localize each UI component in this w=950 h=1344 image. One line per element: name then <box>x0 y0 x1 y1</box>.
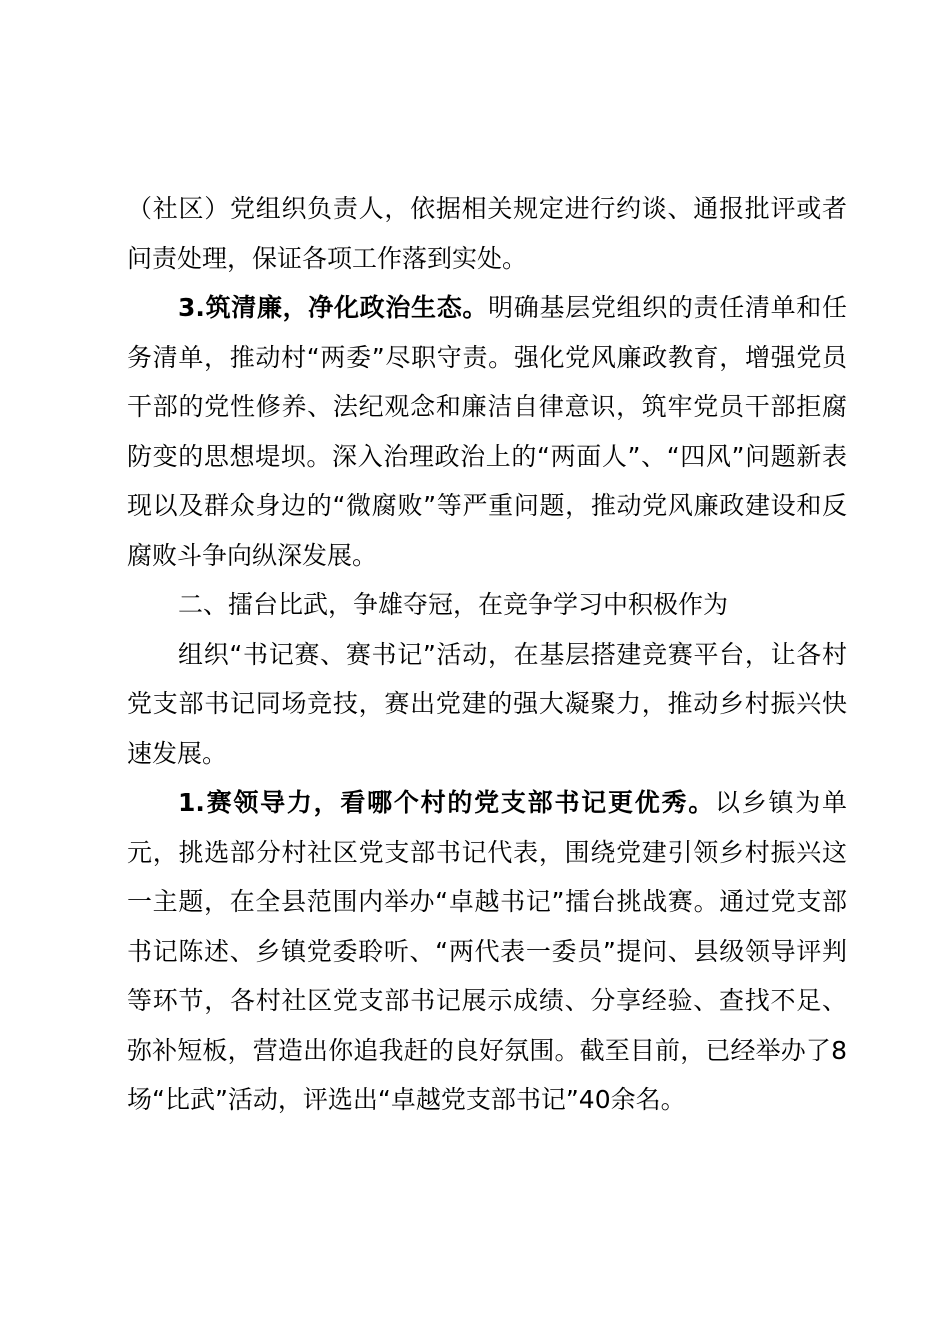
paragraph-text: 二、擂台比武，争雄夺冠，在竞争学习中积极作为 <box>178 590 729 619</box>
paragraph-intro <box>127 630 847 779</box>
section-heading-2 <box>127 580 847 630</box>
paragraph-section-3 <box>127 283 847 580</box>
paragraph-continuation <box>127 184 847 283</box>
paragraph-heading: 1.赛领导力，看哪个村的党支部书记更优秀。 <box>178 788 715 817</box>
paragraph-text: 以乡镇为单元，挑选部分村社区党支部书记代表，围绕党建引领乡村振兴这一主题，在全县范围内举办“卓越书记”擂台挑战赛。通过党支部书记陈述、乡镇党委聆听、“两代表一委员”提问、县级领导评判等环节，各村社区党支部书记展示成绩、分享经验、查找不足、弥补短板，营造出你追我赶的良好氛围。截至目前，已经举办了8场“比武”活动，评选出“卓越党支部书记”40余名。 <box>127 788 847 1114</box>
document-body <box>127 184 847 1125</box>
paragraph-text: （社区）党组织负责人，依据相关规定进行约谈、通报批评或者问责处理，保证各项工作落到实处。 <box>127 194 847 273</box>
paragraph-text: 明确基层党组织的责任清单和任务清单，推动村“两委”尽职守责。强化党风廉政教育，增强党员干部的党性修养、法纪观念和廉洁自律意识，筑牢党员干部拒腐防变的思想堤坝。深入治理政治上的“两面人”、“四风”问题新表现以及群众身边的“微腐败”等严重问题，推动党风廉政建设和反腐败斗争向纵深发展。 <box>127 293 847 570</box>
paragraph-section-1 <box>127 778 847 1125</box>
paragraph-text: 组织“书记赛、赛书记”活动，在基层搭建竞赛平台，让各村党支部书记同场竞技，赛出党建的强大凝聚力，推动乡村振兴快速发展。 <box>127 639 847 768</box>
paragraph-heading: 3.筑清廉，净化政治生态。 <box>178 293 489 322</box>
